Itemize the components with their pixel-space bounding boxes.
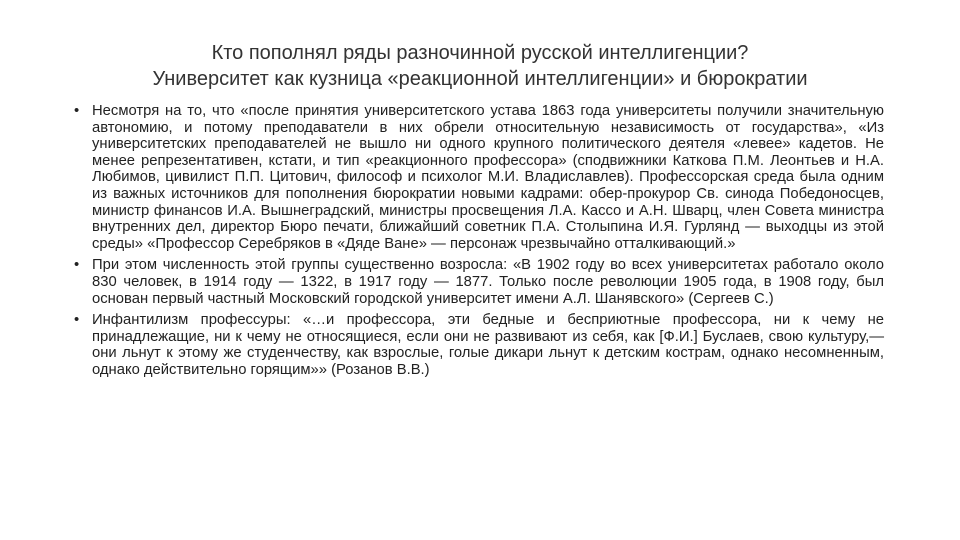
bullet-item-3 (74, 312, 884, 378)
bullet-marker: • (74, 257, 80, 274)
title-line-1: Кто пополнял ряды разночинной русской интеллигенции? (211, 42, 749, 64)
bullet-item-1 (74, 103, 884, 252)
bullet-text-2: При этом численность этой группы существенно возросла: «В 1902 году во всех университетах работало около 830 человек, в 1914 году — 1322, в 1917 году — 1877. Только после революции 1905 года, в 1908 году, был основан первый частный Московский городской университет имени А.Л. Шанявского» (Сергеев С.) (92, 257, 884, 307)
bullet-marker: • (74, 103, 80, 119)
slide-title (60, 40, 900, 92)
bullet-text-1: Несмотря на то, что «после принятия университетского устава 1863 года университеты получили значительную автономию, и потому преподаватели в них обрели относительную независимость от государства», «Из университетских преподавателей не вышло ни одного крупного политического деятеля «левее» кадетов. Не менее репрезентативен, кстати, и тип «реакционного профессора» (сподвижники Каткова П.М. Леонтьев и Н.А. Любимов, цивилист П.П. Цитович, философ и психолог М.И. Владиславлев). Профессорская среда была одним из важных источников для пополнения бюрократии новыми кадрами: обер-прокурор Св. синода Победоносцев, министр финансов И.А. Вышнеградский, министры просвещения Л.А. Кассо и А.Н. Шварц, член Совета министра внутренних дел, директор Бюро печати, ближайший советник П.А. Столыпина И.Я. Гурлянд — выходцы из этой среды» «Профессор Серебряков в «Дяде Ване» — персонаж чрезвычайно отталкивающий.» (92, 103, 884, 252)
bullet-list (74, 103, 884, 384)
bullet-marker: • (74, 312, 80, 329)
title-line-2: Университет как кузница «реакционной интеллигенции» и бюрократии (152, 68, 808, 90)
bullet-text-3: Инфантилизм профессуры: «…и профессора, эти бедные и бесприютные профессора, ни к чему не принадлежащие, ни к чему не относящиеся, если они не развивают из себя, как [Ф.И.] Буслаев, свою культуру,— они льнут к этому же студенчеству, как взрослые, голые дикари льнут к детским кострам, однако несомненным, однако действительно горящим»» (Розанов В.В.) (92, 312, 884, 378)
bullet-item-2 (74, 257, 884, 307)
